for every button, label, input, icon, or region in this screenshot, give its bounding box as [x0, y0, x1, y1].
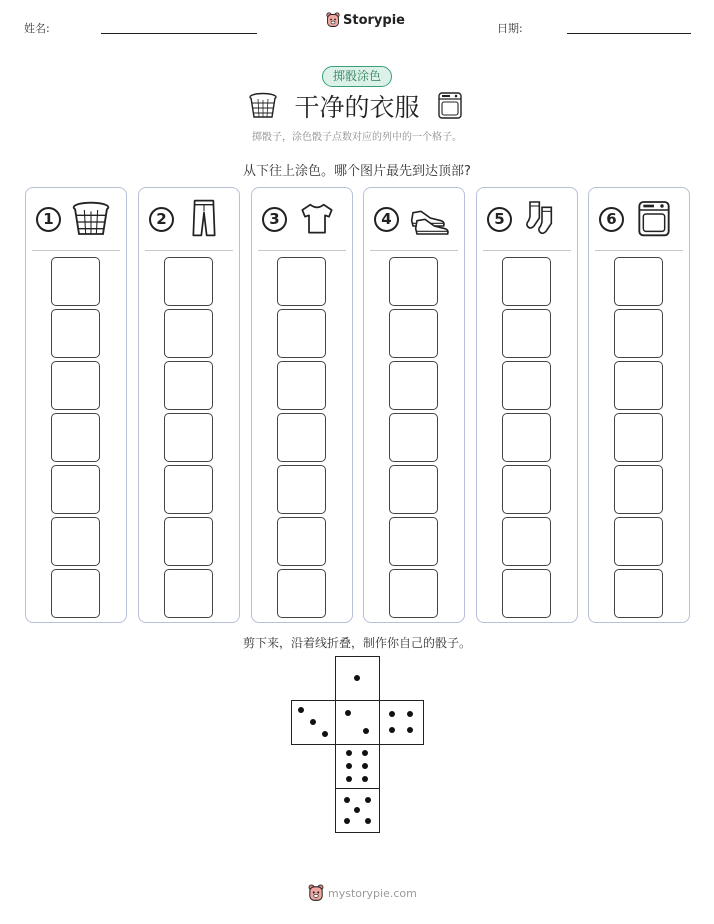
column-divider: [595, 250, 683, 251]
storypie-bear-icon: [326, 12, 340, 28]
die-pip: [346, 763, 352, 769]
column-5: [476, 187, 578, 623]
color-box[interactable]: [164, 361, 213, 410]
die-pip: [346, 776, 352, 782]
die-pip: [344, 797, 350, 803]
die-pip: [407, 711, 413, 717]
die-pip: [407, 727, 413, 733]
column-divider: [145, 250, 233, 251]
die-pip: [310, 719, 316, 725]
date-label: 日期:: [497, 22, 523, 35]
color-box[interactable]: [614, 361, 663, 410]
color-box[interactable]: [277, 569, 326, 618]
color-box[interactable]: [502, 361, 551, 410]
column-number: 4: [374, 207, 399, 232]
color-box[interactable]: [51, 361, 100, 410]
die-pip: [345, 710, 351, 716]
instruction-text: 从下往上涂色。哪个图片最先到达顶部?: [243, 164, 471, 179]
logo-text: Storypie: [343, 12, 405, 28]
sneakers-icon: [408, 198, 450, 242]
washing-machine-icon: [436, 90, 464, 124]
color-box[interactable]: [389, 465, 438, 514]
color-box[interactable]: [51, 517, 100, 566]
worksheet-subtitle: 掷骰子，涂色骰子点数对应的列中的一个格子。: [252, 132, 462, 143]
column-1: [25, 187, 127, 623]
color-box[interactable]: [277, 257, 326, 306]
column-divider: [370, 250, 458, 251]
pants-icon: [183, 198, 225, 242]
storypie-logo: [326, 12, 405, 28]
color-box[interactable]: [502, 517, 551, 566]
name-label: 姓名:: [24, 22, 50, 35]
color-box[interactable]: [502, 569, 551, 618]
worksheet-title: 干净的衣服: [294, 93, 420, 122]
color-box[interactable]: [389, 257, 438, 306]
cut-instruction: 剪下来，沿着线折叠，制作你自己的骰子。: [242, 636, 471, 650]
column-4: [363, 187, 465, 623]
column-divider: [32, 250, 120, 251]
color-box[interactable]: [502, 465, 551, 514]
color-box[interactable]: [277, 465, 326, 514]
column-divider: [483, 250, 571, 251]
column-2: [138, 187, 240, 623]
color-box[interactable]: [614, 413, 663, 462]
color-box[interactable]: [614, 569, 663, 618]
die-pip: [365, 818, 371, 824]
color-box[interactable]: [277, 413, 326, 462]
color-box[interactable]: [389, 361, 438, 410]
footer: [308, 884, 417, 902]
washing-machine-icon: [633, 198, 675, 242]
column-3: [251, 187, 353, 623]
color-box[interactable]: [164, 413, 213, 462]
storypie-bear-icon: [308, 884, 324, 902]
color-box[interactable]: [614, 517, 663, 566]
color-box[interactable]: [51, 309, 100, 358]
color-box[interactable]: [502, 309, 551, 358]
die-pip: [362, 750, 368, 756]
column-number: 1: [36, 207, 61, 232]
die-face: [291, 700, 336, 745]
die-pip: [365, 797, 371, 803]
worksheet-tag: 掷骰涂色: [322, 66, 392, 87]
color-box[interactable]: [164, 517, 213, 566]
color-box[interactable]: [51, 569, 100, 618]
die-face: [335, 656, 380, 701]
socks-icon: [521, 198, 563, 242]
die-pip: [389, 727, 395, 733]
color-box[interactable]: [277, 309, 326, 358]
column-number: 3: [262, 207, 287, 232]
color-box[interactable]: [277, 361, 326, 410]
date-field[interactable]: [567, 33, 691, 34]
name-field[interactable]: [101, 33, 257, 34]
die-pip: [362, 776, 368, 782]
die-pip: [363, 728, 369, 734]
color-box[interactable]: [51, 413, 100, 462]
color-box[interactable]: [51, 465, 100, 514]
color-box[interactable]: [614, 309, 663, 358]
color-box[interactable]: [277, 517, 326, 566]
color-box[interactable]: [389, 569, 438, 618]
color-box[interactable]: [614, 257, 663, 306]
column-divider: [258, 250, 346, 251]
die-pip: [346, 750, 352, 756]
die-pip: [298, 707, 304, 713]
color-box[interactable]: [389, 309, 438, 358]
color-box[interactable]: [164, 257, 213, 306]
die-pip: [354, 807, 360, 813]
color-box[interactable]: [614, 465, 663, 514]
color-box[interactable]: [389, 413, 438, 462]
die-face: [335, 700, 380, 745]
column-number: 5: [487, 207, 512, 232]
color-box[interactable]: [51, 257, 100, 306]
die-pip: [362, 763, 368, 769]
die-pip: [344, 818, 350, 824]
die-pip: [389, 711, 395, 717]
color-box[interactable]: [164, 569, 213, 618]
color-box[interactable]: [502, 257, 551, 306]
die-pip: [354, 675, 360, 681]
footer-url: mystorypie.com: [328, 886, 417, 900]
color-box[interactable]: [389, 517, 438, 566]
die-face: [335, 744, 380, 789]
column-number: 6: [599, 207, 624, 232]
color-box[interactable]: [164, 309, 213, 358]
laundry-basket-icon: [70, 198, 112, 242]
die-pip: [322, 731, 328, 737]
die-face: [379, 700, 424, 745]
color-box[interactable]: [164, 465, 213, 514]
tshirt-icon: [296, 198, 338, 242]
die-face: [335, 788, 380, 833]
column-6: [588, 187, 690, 623]
column-number: 2: [149, 207, 174, 232]
color-box[interactable]: [502, 413, 551, 462]
